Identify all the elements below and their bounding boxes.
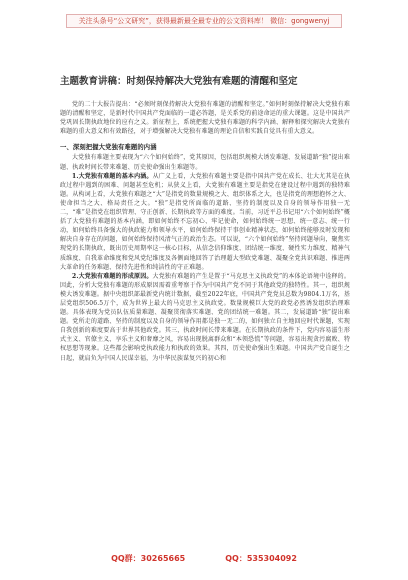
banner-text: 关注头条号“公文研究”，获得最新最全最专业的公文资料库！ 微信：gongwenyj (78, 17, 330, 25)
spacer (60, 136, 350, 140)
footer (0, 553, 408, 565)
section-heading-1: 一、深刻把握大党独有难题的内涵 (60, 144, 157, 152)
subsection-1-heading: 1.大党独有难题的基本内涵。 (72, 172, 153, 180)
document-body (60, 100, 350, 540)
top-banner (66, 14, 342, 28)
footer-qq-group: QQ群：30265665 (111, 554, 186, 563)
subsection-2-text: 大党独有难题的产生是置于“马克思主义执政党”的本体论语境中诠释的。因此，分析大党独有难题的形成原因需着重考察于作为中国共产党不同于其他政党的独特性。其一，组织规模大诱发难题。据中央组织部最新党内统计数据，截至2022年底，中国共产党党员总数为9804.1万名，基层党组织506.5万个，成为世界上最大的马克思主义执政党。数量规模巨大党的政党必然诱发组织治理难题。具体表现为党员队伍质量难题、凝聚贯彻落实难题、党的团结统一难题。其二，发展道路“独”提出难题。党所走的道路、坚持的制度以及自身的领导作用都是独一无二的，如何独立自主地回应时代课题，实现自我创新的难度要高于世界其他政党。其三，执政时间长带来难题。在长期执政的条件下，党内容易滋生形式主义、官僚主义、享乐主义和奢靡之风，容易出现脱离群众和“本领恐慌”等问题，容易出现贪污腐败、特权思想等现象。这些都会影响党执政能力和执政的效果。其四，历史使命强出生难题。中国共产党自诞生之日起，就肩负为中国人民谋幸福，为中华民族谋复兴的初心和 (60, 272, 350, 362)
page-title: 主题教育讲稿：时刻保持解决大党独有难题的清醒和坚定 (60, 76, 298, 87)
subsection-1-text: 从广义上看，大党独有难题主要是指中国共产党在成长、壮大尤其是在执政过程中遇到的困难、问题甚至危机；从狭义上看，大党独有难题主要是指党在建设过程中遇到的独特难题。从构词上看，大党独有难题之“大”是指党的数量规模之大、组织体系之大，也是指党的理想抱怀之大、使命担当之大、格局责任之大。“独”是指党所面临的道路、坚持的制度以及自身的领导作用独一无二，“难”是指党在组织管理、守正创新、长期执政等方面的难度。当前，习近平总书记用“六个如何始终”概括了大党独有难题的基本内涵，即如何始终不忘初心、牢记使命，如何始终统一思想、统一意志、统一行动，如何始终具备强大的执政能力和领导水平，如何始终保持干事创业精神状态，如何始终能够及时发现和解决自身存在的问题，如何始终保持风清气正的政治生态。可以说，“六个如何始终”坚持问题导向，聚焦实现党的长期执政，既出历史周期率这一核心目标，从信念信仰维度、团结统一维度、硬性实力维度、精神气质维度、自我革命维度和党风党纪维度及各侧面地回答了治理超大型政党难题、凝聚全党共识难题、推进两大革命的任务难题、保持先进性和纯洁性的守正难题。 (60, 172, 350, 271)
section-1-paragraph: 大党独有难题主要表现为“六个如何始终”，党其原因，包括组织规模大诱发难题、发展道路“独”提出难题、执政时间长带来难题、历史使命强出生难题等。 (60, 154, 350, 171)
subsection-1-paragraph (60, 172, 350, 272)
intro-paragraph: 党的二十大报告提出：“必须时刻保持解决大党独有难题的清醒和坚定。”如何时刻保持解决大党独有难题的清醒和坚定，是新时代中国共产党面临的一道必答题，是关系党的前途命运的重大课题。这是中国共产党巩固长期执政地位的应有之义。新征程上，系统把握大党独有难题的科学内涵、解释和探究解决大党独有难题的重大意义和有效路径，对于增强解决大党独有难题的理论自信和实践自觉具有重大意义。 (60, 101, 350, 136)
footer-qq: QQ：535304092 (225, 554, 297, 563)
subsection-2-heading: 2.大党独有难题的形成原因。 (72, 272, 153, 280)
subsection-2-paragraph (60, 272, 350, 363)
